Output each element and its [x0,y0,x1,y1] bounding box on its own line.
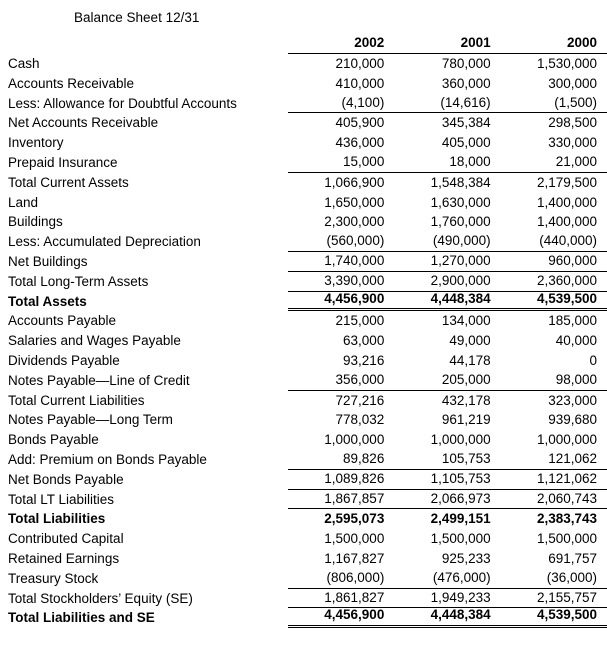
row-label: Inventory [8,135,64,151]
cell-value: 1,270,000 [430,252,491,268]
table-row [0,133,607,153]
sheet-title: Balance Sheet 12/31 [74,10,200,25]
cell-value: 15,000 [343,153,385,169]
cell-value: 49,000 [449,333,491,349]
cell-value: 2,900,000 [430,272,491,288]
cell-value: 298,500 [548,115,597,131]
cell-value: 121,062 [548,450,597,466]
table-row [0,173,607,193]
cell-value: 925,233 [441,550,491,566]
row-values [288,133,607,153]
cell-value: 21,000 [555,153,597,169]
cell-value: (476,000) [432,569,491,585]
table-row [0,470,607,490]
row-values [288,152,607,173]
cell-value: 1,740,000 [324,252,385,268]
cell-value: 1,400,000 [536,214,597,230]
row-values [288,489,607,510]
cell-value: 2,179,500 [536,174,597,190]
row-label: Cash [8,56,40,71]
row-label: Net Accounts Receivable [8,115,159,131]
row-values [288,568,607,589]
cell-value: 134,000 [441,313,491,329]
row-values [288,410,607,430]
table-row [0,94,607,114]
table-row [0,490,607,510]
cell-value: 0 [589,352,597,368]
cell-value: 4,448,384 [430,607,491,623]
row-label: Total Liabilities and SE [8,610,155,626]
row-label: Total Liabilities [8,511,106,527]
cell-value: 1,400,000 [536,194,597,210]
row-label: Bonds Payable [8,432,99,448]
row-label: Notes Payable—Line of Credit [8,372,190,388]
cell-value: (806,000) [326,569,385,585]
row-values [288,193,607,213]
table-row [0,391,607,411]
table-row [0,608,607,628]
row-values [288,54,607,74]
cell-value: 691,757 [548,550,597,566]
row-values [288,173,607,193]
cell-value: 63,000 [343,333,385,349]
cell-value: 345,384 [441,115,491,131]
row-label: Treasury Stock [8,570,99,586]
cell-value: 1,121,062 [536,470,597,486]
row-values [288,251,607,272]
cell-value: 93,216 [343,352,385,368]
cell-value: 1,548,384 [430,174,491,190]
row-values [288,430,607,450]
cell-value: 1,949,233 [430,589,491,605]
cell-value: 2,060,743 [536,490,597,506]
cell-value: 40,000 [555,333,597,349]
table-row [0,54,607,74]
row-values [288,331,607,351]
row-label: Net Bonds Payable [8,471,124,487]
cell-value: 1,000,000 [536,432,597,448]
row-values [288,231,607,252]
cell-value: 727,216 [335,392,385,408]
cell-value: 205,000 [441,371,491,387]
cell-value: (440,000) [539,233,597,249]
table-row [0,311,607,331]
table-row [0,569,607,589]
table-row [0,410,607,430]
year-column-header: 2002 [354,35,385,51]
row-label: Less: Accumulated Depreciation [8,234,201,250]
cell-value: 4,539,500 [536,607,597,623]
cell-value: 1,066,900 [324,174,385,190]
cell-value: (14,616) [440,94,491,110]
table-row [0,529,607,549]
cell-value: 1,861,827 [324,589,385,605]
row-label: Total LT Liabilities [8,491,115,507]
row-label: Accounts Receivable [8,75,135,91]
table-row [0,292,607,312]
cell-value: (1,500) [554,94,597,110]
row-label: Contributed Capital [8,531,124,547]
table-row [0,430,607,450]
cell-value: 360,000 [441,75,491,91]
table-row [0,74,607,94]
table-row [0,113,607,133]
table-row [0,509,607,529]
cell-value: 4,539,500 [536,290,597,306]
cell-value: 98,000 [555,371,597,387]
year-column-header: 2000 [566,35,597,51]
cell-value: 1,760,000 [430,214,491,230]
balance-sheet-table [0,33,607,628]
row-values [288,449,607,470]
cell-value: 2,300,000 [324,214,385,230]
row-label: Dividends Payable [8,352,120,368]
cell-value: 105,753 [441,450,491,466]
cell-value: 89,826 [343,450,385,466]
row-values [288,289,607,312]
row-label: Total Stockholders’ Equity (SE) [8,590,193,606]
row-label: Total Long-Term Assets [8,273,149,289]
row-label: Total Current Assets [8,174,129,190]
table-row [0,371,607,391]
cell-value: 4,456,900 [324,607,385,623]
row-label: Total Assets [8,293,87,309]
row-values [288,370,607,391]
cell-value: 44,178 [449,352,491,368]
cell-value: 1,500,000 [430,531,491,547]
cell-value: (36,000) [546,569,597,585]
cell-value: 1,650,000 [324,194,385,210]
cell-value: (560,000) [326,233,385,249]
cell-value: 185,000 [548,313,597,329]
cell-value: 4,456,900 [324,290,385,306]
row-label: Total Current Liabilities [8,392,145,408]
row-label: Salaries and Wages Payable [8,333,181,349]
cell-value: 2,383,743 [536,511,597,527]
row-values [288,391,607,411]
cell-value: 405,000 [441,135,491,151]
cell-value: 1,500,000 [536,531,597,547]
table-row [0,212,607,232]
cell-value: 780,000 [441,56,491,71]
cell-value: 2,155,757 [536,589,597,605]
table-row [0,549,607,569]
cell-value: 960,000 [548,252,597,268]
row-values [288,351,607,371]
table-row [0,153,607,173]
cell-value: 1,530,000 [536,56,597,71]
cell-value: 1,000,000 [324,432,385,448]
year-column-header: 2001 [460,35,491,51]
table-row [0,252,607,272]
row-values [288,113,607,133]
cell-value: 432,178 [441,392,491,408]
row-label: Land [8,194,39,210]
cell-value: 2,066,973 [430,490,491,506]
row-label: Notes Payable—Long Term [8,412,173,428]
header-row [0,33,607,54]
row-values [288,212,607,232]
cell-value: 210,000 [335,56,385,71]
cell-value: 18,000 [449,153,491,169]
cell-value: 1,500,000 [324,531,385,547]
row-values [288,74,607,94]
cell-value: 356,000 [335,371,385,387]
table-row [0,193,607,213]
row-values [288,469,607,490]
cell-value: 300,000 [548,75,597,91]
row-values [288,605,607,628]
row-label: Buildings [8,214,63,230]
cell-value: 1,105,753 [430,470,491,486]
row-label: Retained Earnings [8,550,120,566]
cell-value: 778,032 [335,412,385,428]
table-row [0,331,607,351]
cell-value: 939,680 [548,412,597,428]
year-headers [288,33,607,54]
cell-value: 1,867,857 [324,490,385,506]
cell-value: 2,499,151 [430,511,491,527]
cell-value: 405,900 [335,115,385,131]
table-row [0,232,607,252]
row-label: Add: Premium on Bonds Payable [8,451,207,467]
row-label: Net Buildings [8,253,88,269]
cell-value: (4,100) [341,94,385,110]
row-label: Less: Allowance for Doubtful Accounts [8,95,237,111]
cell-value: 1,167,827 [324,550,385,566]
cell-value: 4,448,384 [430,290,491,306]
cell-value: 1,630,000 [430,194,491,210]
cell-value: 1,089,826 [324,470,385,486]
cell-value: 323,000 [548,392,597,408]
rows-container [0,54,607,628]
table-row [0,351,607,371]
cell-value: 410,000 [335,75,385,91]
row-values [288,529,607,549]
cell-value: (490,000) [432,233,491,249]
row-values [288,311,607,331]
cell-value: 961,219 [441,412,491,428]
row-label: Accounts Payable [8,313,117,329]
cell-value: 1,000,000 [430,432,491,448]
table-row [0,450,607,470]
row-values [288,509,607,529]
row-values [288,549,607,569]
cell-value: 330,000 [548,135,597,151]
cell-value: 215,000 [335,313,385,329]
row-values [288,93,607,114]
cell-value: 2,595,073 [324,511,385,527]
cell-value: 2,360,000 [536,272,597,288]
row-label: Prepaid Insurance [8,154,118,170]
cell-value: 3,390,000 [324,272,385,288]
cell-value: 436,000 [335,135,385,151]
